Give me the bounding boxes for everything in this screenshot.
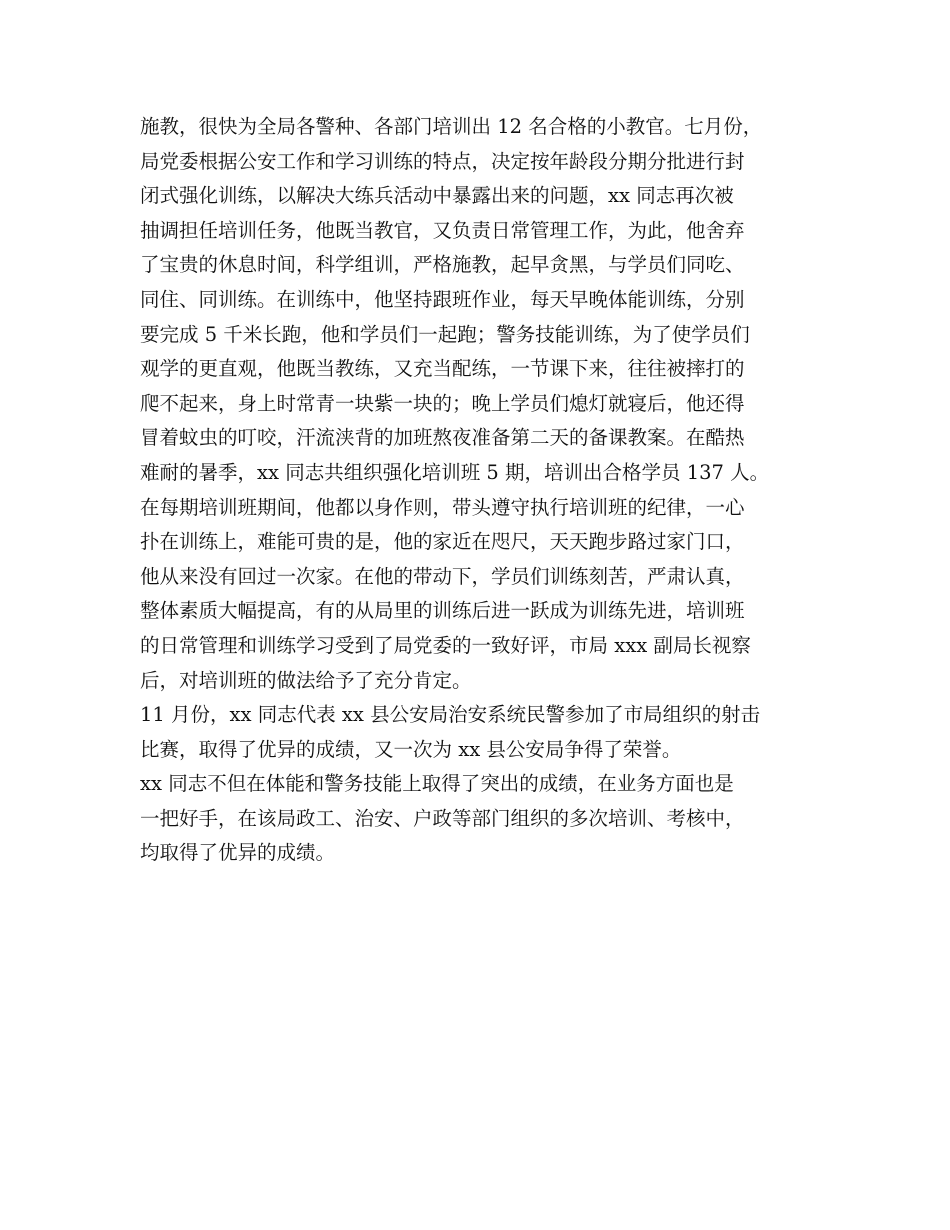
- text-line: 11 月份，xx 同志代表 xx 县公安局治安系统民警参加了市局组织的射击: [140, 703, 761, 727]
- text-line: 闭式强化训练，以解决大练兵活动中暴露出来的问题，xx 同志再次被: [140, 184, 734, 208]
- text-line: 了宝贵的休息时间，科学组训，严格施教，起早贪黑，与学员们同吃、: [140, 253, 745, 277]
- text-line: 一把好手，在该局政工、治安、户政等部门组织的多次培训、考核中，: [140, 806, 745, 830]
- text-line: 在每期培训班期间，他都以身作则，带头遵守执行培训班的纪律，一心: [140, 495, 745, 519]
- text-line: 扑在训练上，难能可贵的是，他的家近在咫尺，天天跑步路过家门口，: [140, 530, 745, 554]
- text-line: 施教，很快为全局各警种、各部门培训出 12 名合格的小教官。七月份，: [140, 115, 763, 138]
- text-line: 的日常管理和训练学习受到了局党委的一致好评，市局 xxx 副局长视察: [140, 633, 751, 657]
- text-line: 比赛，取得了优异的成绩，又一次为 xx 县公安局争得了荣誉。: [140, 737, 682, 761]
- text-line: xx 同志不但在体能和警务技能上取得了突出的成绩，在业务方面也是: [140, 772, 734, 796]
- text-line: 抽调担任培训任务，他既当教官，又负责日常管理工作，为此，他舍弃: [140, 218, 745, 242]
- text-line: 难耐的暑季，xx 同志共组织强化培训班 5 期，培训出合格学员 137 人。: [140, 460, 770, 484]
- text-line: 他从来没有回过一次家。在他的带动下，学员们训练刻苦，严肃认真，: [140, 564, 745, 588]
- text-line: 局党委根据公安工作和学习训练的特点，决定按年龄段分期分批进行封: [140, 149, 745, 173]
- text-line: 要完成 5 千米长跑，他和学员们一起跑；警务技能训练，为了使学员们: [140, 322, 750, 346]
- text-line: 同住、同训练。在训练中，他坚持跟班作业，每天早晚体能训练，分别: [140, 287, 745, 311]
- text-line: 观学的更直观，他既当教练，又充当配练，一节课下来，往往被摔打的: [140, 357, 745, 381]
- text-line: 整体素质大幅提高，有的从局里的训练后进一跃成为训练先进，培训班: [140, 599, 745, 623]
- text-line: 均取得了优异的成绩。: [140, 841, 336, 865]
- text-line: 爬不起来，身上时常青一块紫一块的；晚上学员们熄灯就寝后，他还得: [140, 391, 745, 415]
- body-text: [140, 110, 830, 871]
- text-line: 后，对培训班的做法给予了充分肯定。: [140, 668, 472, 692]
- text-line: 冒着蚊虫的叮咬，汗流浃背的加班熬夜准备第二天的备课教案。在酷热: [140, 426, 745, 450]
